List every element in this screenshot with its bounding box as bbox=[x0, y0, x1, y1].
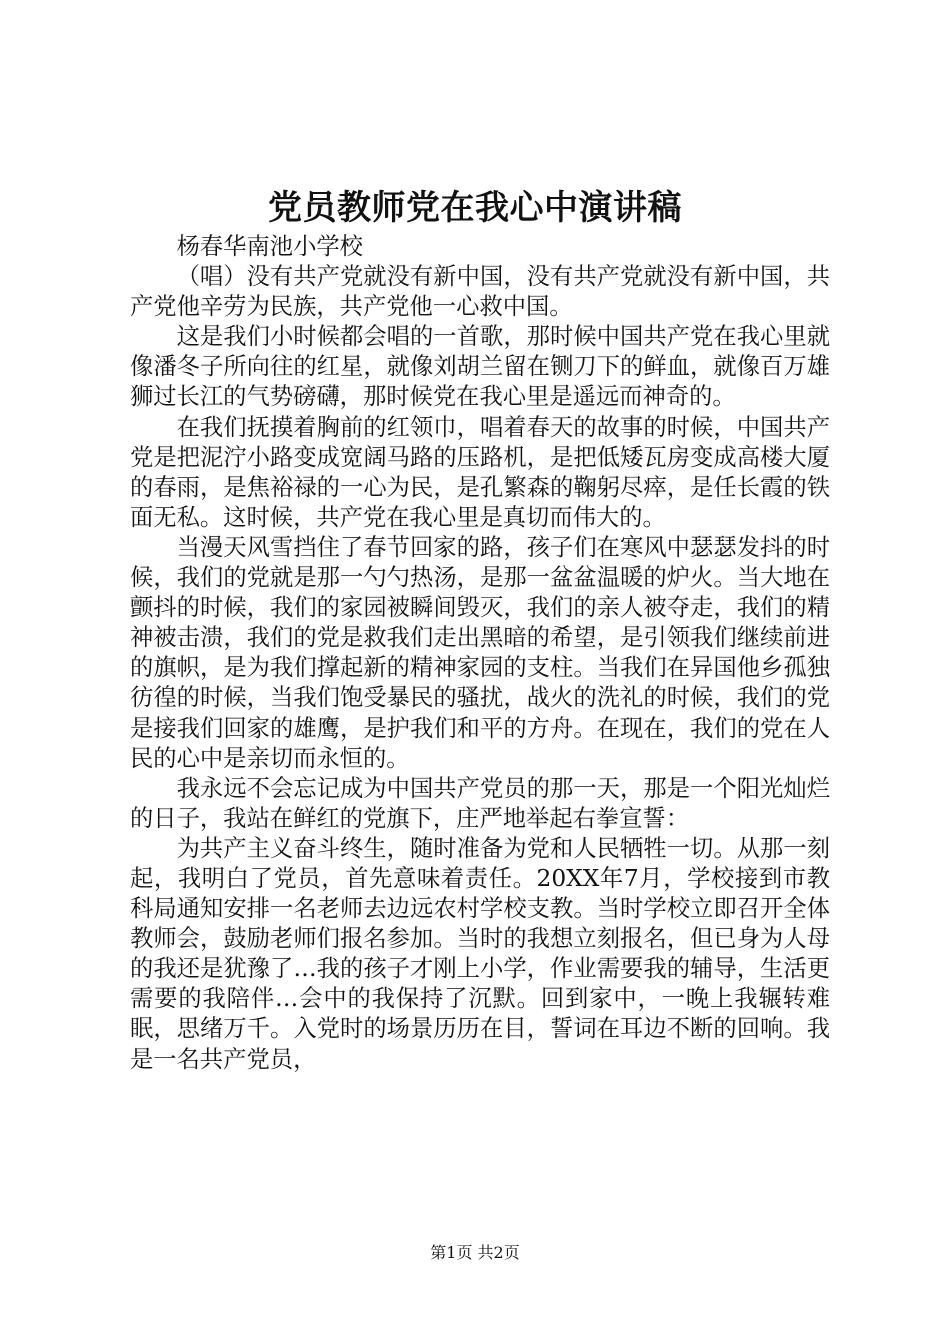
body-paragraph: 我永远不会忘记成为中国共产党员的那一天，那是一个阳光灿烂的日子，我站在鲜红的党旗下，庄严地举起右拳宣誓： bbox=[130, 774, 830, 832]
document-body bbox=[130, 232, 830, 1075]
body-paragraph: （唱）没有共产党就没有新中国，没有共产党就没有新中国，共产党他辛劳为民族，共产党他一心救中国。 bbox=[130, 263, 830, 321]
body-paragraph: 在我们抚摸着胸前的红领巾，唱着春天的故事的时候，中国共产党是把泥泞小路变成宽阔马路的压路机，是把低矮瓦房变成高楼大厦的春雨，是焦裕禄的一心为民，是孔繁森的鞠躬尽瘁，是任长霞的铁面无私。这时候，共产党在我心里是真切而伟大的。 bbox=[130, 413, 830, 531]
author-line: 杨春华南池小学校 bbox=[176, 233, 363, 260]
body-paragraph: 当漫天风雪挡住了春节回家的路，孩子们在寒风中瑟瑟发抖的时候，我们的党就是那一勺勺热汤，是那一盆盆温暖的炉火。当大地在颤抖的时候，我们的家园被瞬间毁灭，我们的亲人被夺走，我们的精神被击溃，我们的党是救我们走出黑暗的希望，是引领我们继续前进的旗帜，是为我们撑起新的精神家园的支柱。当我们在异国他乡孤独彷徨的时候，当我们饱受暴民的骚扰，战火的洗礼的时候，我们的党是接我们回家的雄鹰，是护我们和平的方舟。在现在，我们的党在人民的心中是亲切而永恒的。 bbox=[130, 533, 830, 772]
document-title: 党员教师党在我心中演讲稿 bbox=[268, 188, 682, 228]
body-paragraph: 这是我们小时候都会唱的一首歌，那时候中国共产党在我心里就像潘冬子所向往的红星，就像刘胡兰留在铡刀下的鲜血，就像百万雄狮过长江的气势磅礴，那时候党在我心里是遥远而神奇的。 bbox=[130, 323, 830, 411]
body-paragraph: 为共产主义奋斗终生，随时准备为党和人民牺牲一切。从那一刻起，我明白了党员，首先意味着责任。20XX年7月，学校接到市教科局通知安排一名老师去边远农村学校支教。当时学校立即召开全体教师会，鼓励老师们报名参加。当时的我想立刻报名，但已身为人母的我还是犹豫了…我的孩子才刚上小学，作业需要我的辅导，生活更需要的我陪伴…会中的我保持了沉默。回到家中，一晚上我辗转难眠，思绪万千。入党时的场景历历在目，誓词在耳边不断的回响。我是一名共产党员， bbox=[130, 834, 830, 1073]
page-number-footer: 第1页 共2页 bbox=[430, 1243, 520, 1262]
